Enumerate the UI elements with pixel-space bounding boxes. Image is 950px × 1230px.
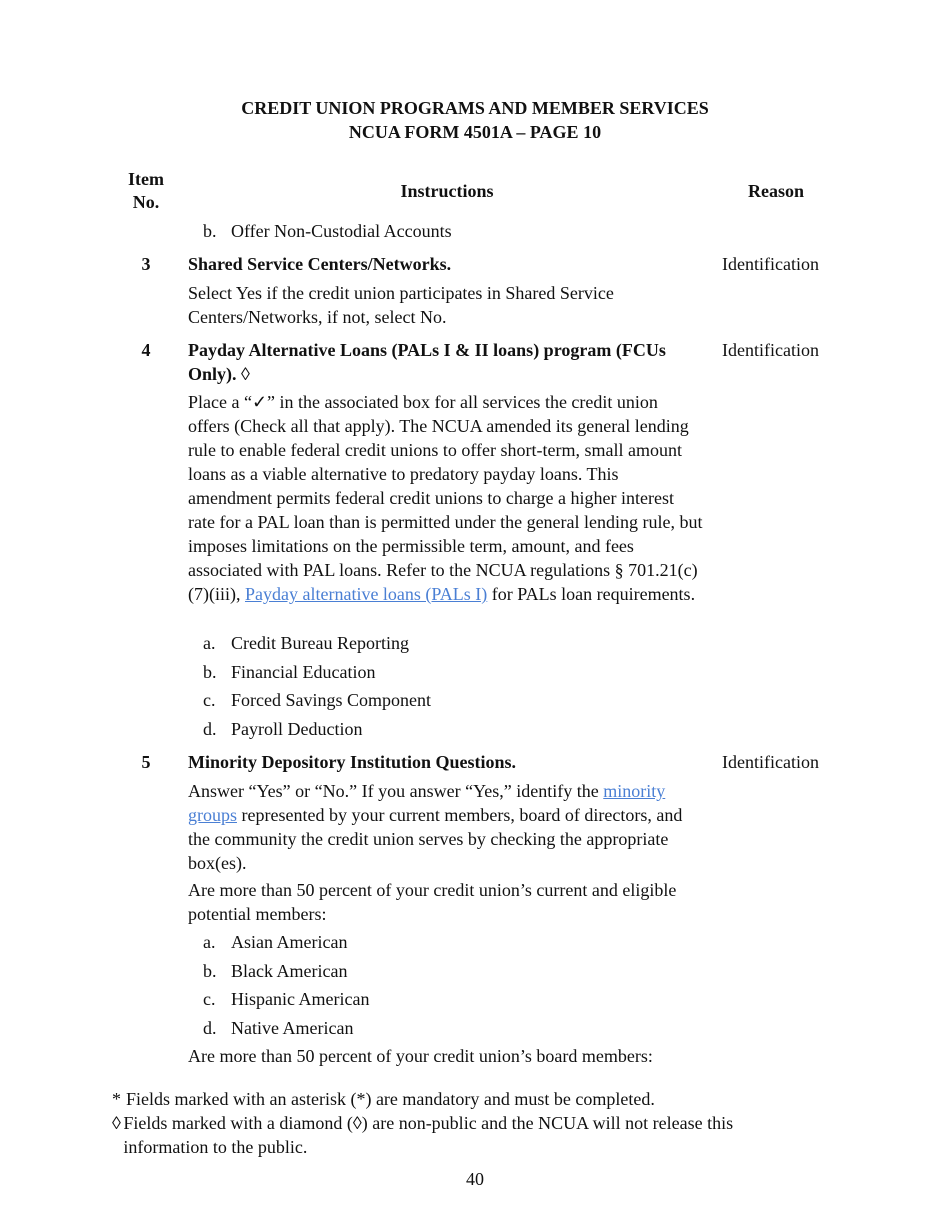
footnote-nonpublic	[112, 1111, 772, 1159]
item-4-options	[203, 631, 431, 745]
list-text: Financial Education	[231, 661, 376, 682]
list-letter: d.	[203, 718, 217, 739]
item-no-header-line1: Item	[128, 169, 164, 189]
page-number: 40	[466, 1169, 484, 1189]
list-text: Forced Savings Component	[231, 690, 431, 710]
list-text: Asian American	[231, 932, 348, 952]
item-number-5: 5	[141, 752, 151, 772]
diamond-icon: ◊	[112, 1113, 121, 1133]
list-item	[203, 688, 431, 717]
list-text: Native American	[231, 1017, 354, 1038]
list-letter: b.	[203, 661, 217, 682]
form-subtitle: NCUA FORM 4501A – PAGE 10	[348, 122, 602, 142]
list-letter: a.	[203, 633, 216, 653]
item-3-reason: Identification	[722, 254, 819, 274]
list-item	[203, 717, 431, 746]
item-4-reason: Identification	[722, 340, 819, 360]
list-letter: b.	[203, 960, 217, 981]
list-letter: c.	[203, 989, 216, 1009]
list-item	[203, 219, 452, 248]
list-item	[203, 930, 369, 959]
list-text: Payroll Deduction	[231, 718, 363, 739]
footnote-text: Fields marked with an asterisk (*) are mandatory and must be completed.	[126, 1089, 655, 1109]
item-number-4: 4	[141, 340, 151, 360]
item-5-description	[188, 779, 704, 875]
item-4-title: Payday Alternative Loans (PALs I & II loans) program (FCUs Only). ◊	[188, 340, 666, 384]
item-4-text-end: for PALs loan requirements.	[487, 584, 696, 604]
item-no-header	[118, 168, 174, 214]
item-no-header-line2: No.	[132, 192, 160, 212]
list-letter: c.	[203, 690, 216, 710]
list-item	[203, 660, 431, 689]
item-5-options	[203, 930, 369, 1044]
list-text: Credit Bureau Reporting	[231, 633, 409, 653]
item-5-question-board: Are more than 50 percent of your credit union’s board members:	[188, 1046, 653, 1066]
item-5-title: Minority Depository Institution Questions.	[188, 752, 517, 772]
instructions-header: Instructions	[400, 181, 494, 201]
list-text: Offer Non-Custodial Accounts	[231, 221, 452, 241]
item-3-title: Shared Service Centers/Networks.	[188, 254, 452, 274]
list-text: Hispanic American	[231, 989, 370, 1009]
pals-regulation-link[interactable]: Payday alternative loans (PALs I)	[244, 584, 488, 604]
item-4-description	[188, 390, 704, 606]
list-item	[203, 1016, 369, 1045]
reason-header: Reason	[747, 181, 804, 201]
footnote-text: Fields marked with a diamond (◊) are non-public and the NCUA will not release this information to the public.	[123, 1113, 734, 1157]
footnote-mandatory	[112, 1087, 772, 1111]
item-5-text: Answer “Yes” or “No.” If you answer “Yes,” identify the	[188, 781, 604, 801]
item-5-question-members: Are more than 50 percent of your credit union’s current and eligible potential members:	[188, 880, 677, 924]
list-text: Black American	[231, 960, 348, 981]
item-4-text: Place a “✓” in the associated box for all services the credit union offers (Check all that apply). The NCUA amended its general lending rule to enable federal credit unions to offer short-term, small amount loans as a viable alternative to predatory payday loans. This amendment permits federal credit unions to charge a higher interest rate for a PAL loan than is permitted under the general lending rule, but imposes limitations on the permissible term, amount, and fees associated with PAL loans. Refer to the NCUA regulations § 701.21(c)(7)(iii),	[188, 392, 703, 604]
item-5-reason: Identification	[722, 752, 819, 772]
page-title: CREDIT UNION PROGRAMS AND MEMBER SERVICES	[241, 98, 709, 118]
list-letter: d.	[203, 1017, 217, 1038]
asterisk-symbol: *	[112, 1089, 121, 1109]
list-item	[203, 959, 369, 988]
list-letter: a.	[203, 932, 216, 952]
carryover-list	[203, 219, 452, 248]
item-3-description: Select Yes if the credit union participates in Shared Service Centers/Networks, if not, select No.	[188, 283, 614, 327]
list-letter: b.	[203, 221, 217, 241]
item-5-text-end: represented by your current members, board of directors, and the community the credit union serves by checking the appropriate box(es).	[188, 805, 683, 873]
list-item	[203, 987, 369, 1016]
footnotes	[112, 1087, 772, 1159]
item-number-3: 3	[141, 254, 151, 274]
minority-groups-link[interactable]: minority groups	[188, 781, 666, 825]
list-item	[203, 631, 431, 660]
